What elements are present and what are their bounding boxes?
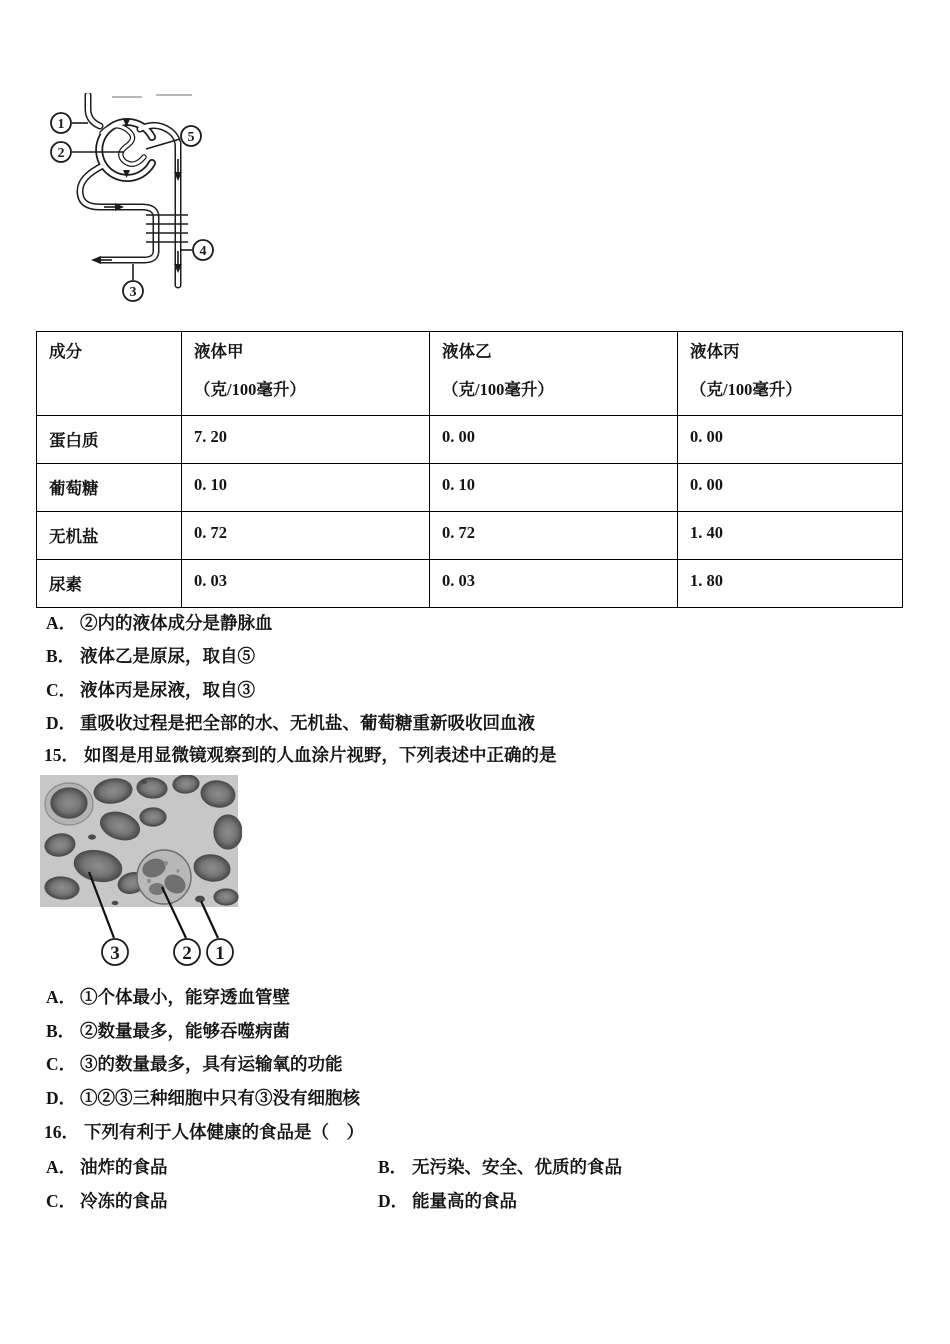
nephron-diagram <box>40 93 255 318</box>
svg-text:3: 3 <box>110 943 120 964</box>
q14-option-a: A． ②内的液体成分是静脉血 <box>46 613 273 633</box>
q14-option-d: D． 重吸收过程是把全部的水、无机盐、葡萄糖重新吸收回血液 <box>46 713 535 733</box>
table-header-row <box>37 332 903 416</box>
header-liquid-a: 液体甲 （克/100毫升） <box>182 332 430 416</box>
q15-option-a: A． ①个体最小，能穿透血管壁 <box>46 987 290 1007</box>
q15-option-d: D． ①②③三种细胞中只有③没有细胞核 <box>46 1088 360 1108</box>
table-row: 无机盐 0. 72 0. 72 1. 40 <box>37 512 903 560</box>
svg-text:5: 5 <box>187 130 195 145</box>
white-blood-cell <box>137 850 191 904</box>
svg-text:2: 2 <box>182 943 192 964</box>
header-liquid-b: 液体乙 （克/100毫升） <box>430 332 678 416</box>
q14-option-b: B． 液体乙是原尿，取自⑤ <box>46 646 255 666</box>
fluid-composition-table <box>36 331 903 608</box>
svg-text:1: 1 <box>57 117 65 132</box>
svg-text:3: 3 <box>129 285 137 300</box>
q15-stem: 15． 如图是用显微镜观察到的人血涂片视野，下列表述中正确的是 <box>44 745 557 765</box>
table-row: 蛋白质 7. 20 0. 00 0. 00 <box>37 416 903 464</box>
q16-option-a: A． 油炸的食品 <box>46 1157 168 1177</box>
header-component: 成分 <box>37 332 182 416</box>
q16-option-b: B． 无污染、安全、优质的食品 <box>378 1157 622 1177</box>
q15-option-b: B． ②数量最多，能够吞噬病菌 <box>46 1021 290 1041</box>
blood-figure-labels <box>102 939 233 965</box>
blood-smear-micrograph <box>40 775 242 970</box>
header-liquid-c: 液体丙 （克/100毫升） <box>678 332 903 416</box>
svg-text:1: 1 <box>215 943 225 964</box>
svg-text:2: 2 <box>57 146 65 161</box>
q16-option-c: C． 冷冻的食品 <box>46 1191 168 1211</box>
svg-text:4: 4 <box>199 244 207 259</box>
nephron-tubes <box>80 95 178 285</box>
q14-option-c: C． 液体丙是尿液，取自③ <box>46 680 255 700</box>
q16-option-d: D． 能量高的食品 <box>378 1191 517 1211</box>
table-row: 尿素 0. 03 0. 03 1. 80 <box>37 560 903 608</box>
q15-option-c: C． ③的数量最多，具有运输氧的功能 <box>46 1054 343 1074</box>
table-row: 葡萄糖 0. 10 0. 10 0. 00 <box>37 464 903 512</box>
capillary-ticks <box>146 215 188 242</box>
q16-stem: 16． 下列有利于人体健康的食品是（ ） <box>44 1122 364 1142</box>
